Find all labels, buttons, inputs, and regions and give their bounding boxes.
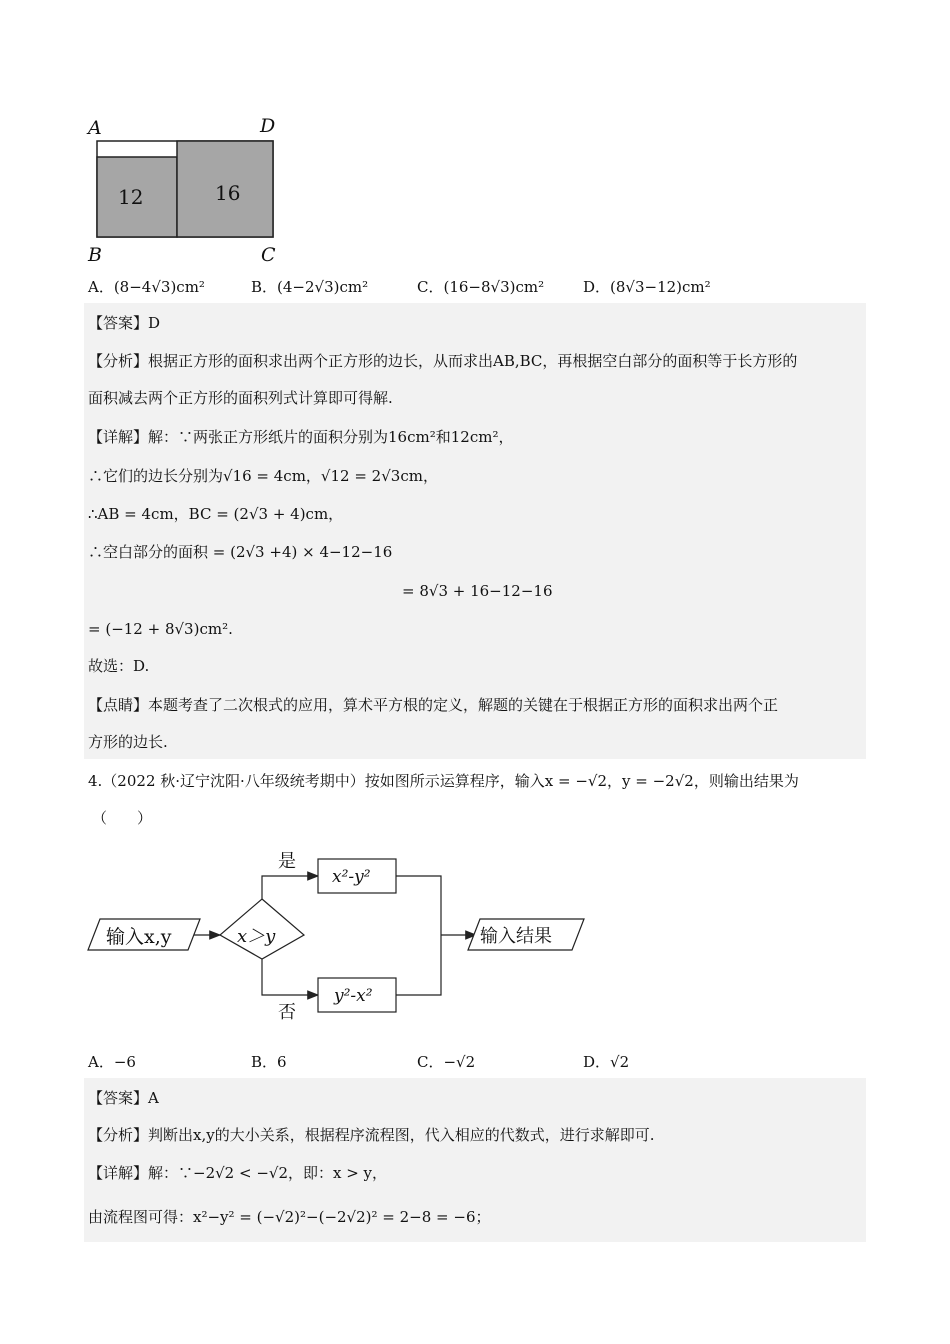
label-c: C (261, 244, 276, 266)
q4-paren: （ ） (92, 809, 153, 827)
q4-analysis: 【分析】判断出x,y的大小关系，根据程序流程图，代入相应的代数式，进行求解即可. (88, 1126, 655, 1144)
label-d: D (260, 115, 276, 137)
q3-comment-line1: 【点睛】本题考查了二次根式的应用，算术平方根的定义，解题的关键在于根据正方形的面积求出两个正 (88, 696, 779, 714)
no-box-text: y²-x² (334, 986, 373, 1006)
q3-detail-line4: ∴空白部分的面积 = (2√3 +4) × 4−12−16 (88, 543, 393, 561)
label-b: B (88, 244, 102, 266)
output-text: 输入结果 (480, 926, 552, 947)
no-label: 否 (278, 1002, 296, 1023)
no-branch-line (262, 959, 318, 995)
q3-analysis-line2: 面积减去两个正方形的面积列式计算即可得解. (88, 389, 393, 407)
q3-option-a: A．(8−4√3)cm² (88, 278, 205, 296)
q4-option-b: B．6 (251, 1053, 287, 1071)
q4-option-c: C．−√2 (417, 1053, 476, 1071)
q3-detail-line6: = (−12 + 8√3)cm². (88, 620, 233, 638)
q4-option-d: D．√2 (583, 1053, 630, 1071)
square-16-label: 16 (215, 181, 241, 205)
rectangle-squares-figure (84, 112, 284, 268)
yes-label: 是 (278, 851, 296, 872)
q4-option-a: A．−6 (88, 1053, 136, 1071)
square-12-label: 12 (118, 185, 144, 209)
yes-branch-line (262, 876, 318, 899)
q3-analysis-line1: 【分析】根据正方形的面积求出两个正方形的边长，从而求出AB,BC，再根据空白部分的面积等于长方形的 (88, 352, 798, 370)
q4-detail-line2: 由流程图可得：x²−y² = (−√2)²−(−2√2)² = 2−8 = −6； (88, 1208, 491, 1226)
q3-answer: 【答案】D (88, 314, 161, 332)
q3-detail-line3: ∴AB = 4cm，BC = (2√3 + 4)cm， (88, 505, 344, 523)
label-a: A (88, 117, 102, 139)
q3-option-b: B．(4−2√3)cm² (251, 278, 369, 296)
q3-comment-line2: 方形的边长. (88, 733, 168, 751)
flowchart-figure (84, 842, 604, 1032)
q4-detail-line1: 【详解】解：∵−2√2 < −√2，即：x > y， (88, 1164, 388, 1182)
yes-box-text: x²-y² (332, 867, 371, 887)
q4-stem: 4.（2022 秋·辽宁沈阳·八年级统考期中）按如图所示运算程序，输入x = −√2，y = −2√2，则输出结果为 (88, 772, 799, 790)
q3-detail-line5: = 8√3 + 16−12−16 (402, 582, 553, 600)
q3-choice: 故选：D. (88, 657, 150, 675)
merge-line (396, 876, 441, 995)
q3-option-c: C．(16−8√3)cm² (417, 278, 545, 296)
input-text: 输入x,y (106, 926, 172, 948)
q3-detail-line1: 【详解】解：∵两张正方形纸片的面积分别为16cm²和12cm²， (88, 428, 514, 446)
q3-detail-line2: ∴它们的边长分别为√16 = 4cm，√12 = 2√3cm， (88, 467, 438, 485)
q4-answer: 【答案】A (88, 1089, 159, 1107)
q3-option-d: D．(8√3−12)cm² (583, 278, 711, 296)
decision-text: x＞y (237, 926, 276, 947)
